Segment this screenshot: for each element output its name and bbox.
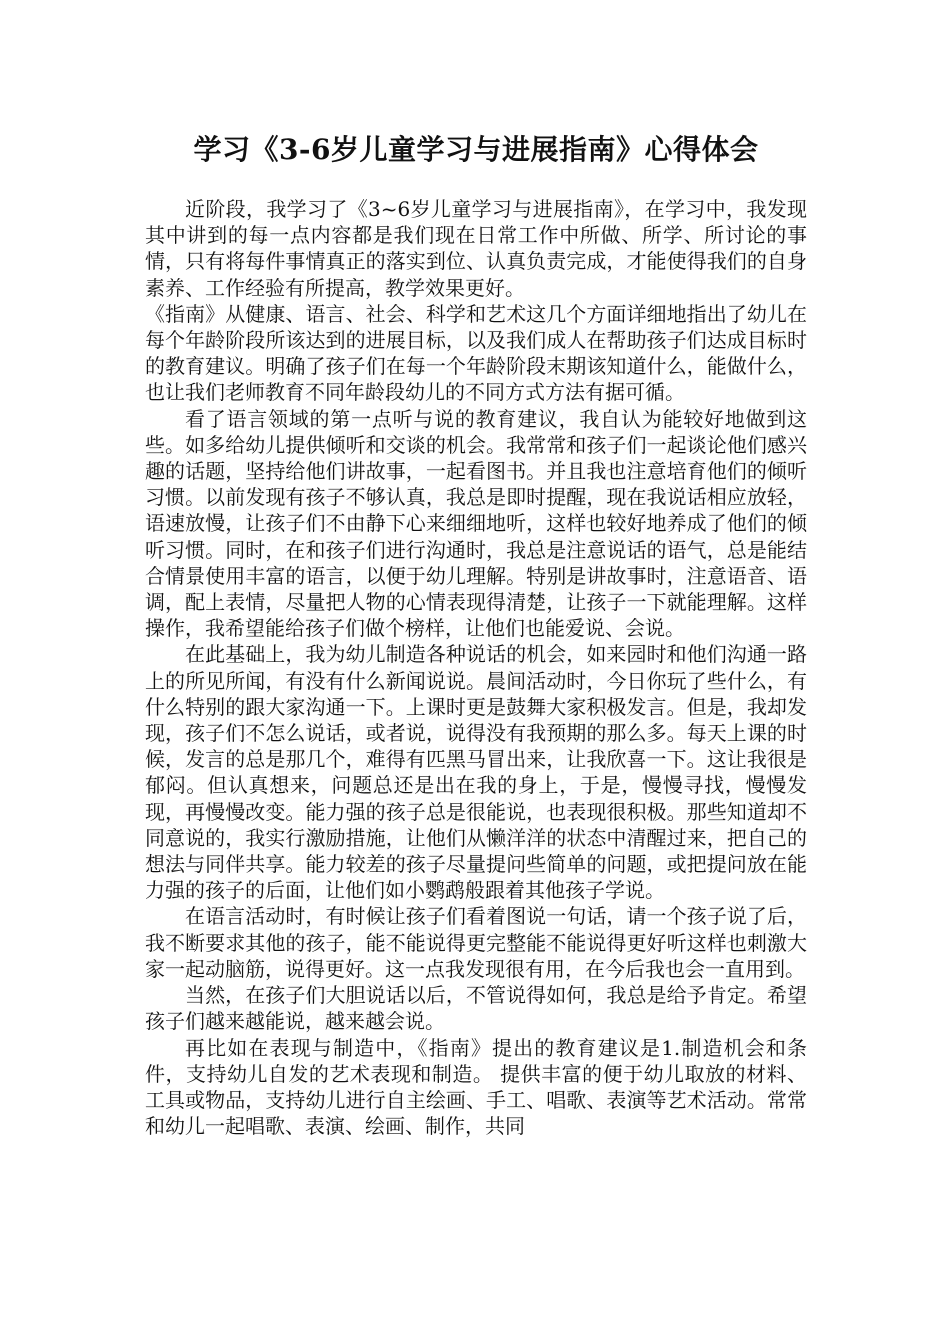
paragraph-listening-speaking: 看了语言领域的第一点听与说的教育建议，我自认为能较好地做到这些。如多给幼儿提供倾听和交谈的机会。我常常和孩子们一起谈论他们感兴趣的话题，坚持给他们讲故事，一起看图书。并且我也注意培育他们的倾听习惯。以前发现有孩子不够认真，我总是即时提醒，现在我说话相应放轻，语速放慢，让孩子们不由静下心来细细地听，这样也较好地养成了他们的倾听习惯。同时，在和孩子们进行沟通时，我总是注意说话的语气，总是能结合情景使用丰富的语言，以便于幼儿理解。特别是讲故事时，注意语音、语调，配上表情，尽量把人物的心情表现得清楚，让孩子一下就能理解。这样操作，我希望能给孩子们做个榜样，让他们也能爱说、会说。 — [145, 406, 807, 641]
document-title: 学习《3-6岁儿童学习与进展指南》心得体会 — [193, 133, 759, 166]
paragraph-language-activities: 在语言活动时，有时候让孩子们看着图说一句话，请一个孩子说了后，我不断要求其他的孩子，能不能说得更完整能不能说得更好听这样也刺激大家一起动脑筋，说得更好。这一点我发现很有用，在今后我也会一直用到。 — [145, 904, 807, 981]
document-page — [145, 130, 807, 1139]
paragraph-guide-overview: 《指南》从健康、语言、社会、科学和艺术这几个方面详细地指出了幼儿在每个年龄阶段所该达到的进展目标，以及我们成人在帮助孩子们达成目标时的教育建议。明确了孩子们在每一个年龄阶段末期该知道什么，能做什么，也让我们老师教育不同年龄段幼儿的不同方式方法有据可循。 — [145, 301, 807, 405]
paragraph-expression-creation: 再比如在表现与制造中，《指南》提出的教育建议是1.制造机会和条件，支持幼儿自发的艺术表现和制造。 提供丰富的便于幼儿取放的材料、工具或物品，支持幼儿进行自主绘画、手工、唱歌、表演等艺术活动。常常和幼儿一起唱歌、表演、绘画、制作，共同 — [145, 1035, 807, 1139]
paragraph-affirmation: 当然，在孩子们大胆说话以后，不管说得如何，我总是给予肯定。希望孩子们越来越能说，越来越会说。 — [145, 983, 807, 1034]
paragraph-intro: 近阶段，我学习了《3~6岁儿童学习与进展指南》，在学习中，我发现其中讲到的每一点内容都是我们现在日常工作中所做、所学、所讨论的事情，只有将每件事情真正的落实到位、认真负责完成，才能使得我们的自身素养、工作经验有所提高，教学效果更好。 — [145, 197, 807, 300]
paragraph-speaking-opportunities: 在此基础上，我为幼儿制造各种说话的机会，如来园时和他们沟通一路上的所见所闻，有没有什么新闻说说。晨间活动时，今日你玩了些什么，有什么特别的跟大家沟通一下。上课时更是鼓舞大家积极发言。但是，我却发现，孩子们不怎么说话，或者说，说得没有我预期的那么多。每天上课的时候，发言的总是那几个，难得有匹黑马冒出来，让我欣喜一下。这让我很是郁闷。但认真想来，问题总还是出在我的身上，于是，慢慢寻找，慢慢发现，再慢慢改变。能力强的孩子总是很能说，也表现很积极。那些知道却不同意说的，我实行激励措施，让他们从懒洋洋的状态中清醒过来，把自己的想法与同伴共享。能力较差的孩子尽量提问些简单的问题，或把提问放在能力强的孩子的后面，让他们如小鹦鹉般跟着其他孩子学说。 — [145, 642, 807, 903]
